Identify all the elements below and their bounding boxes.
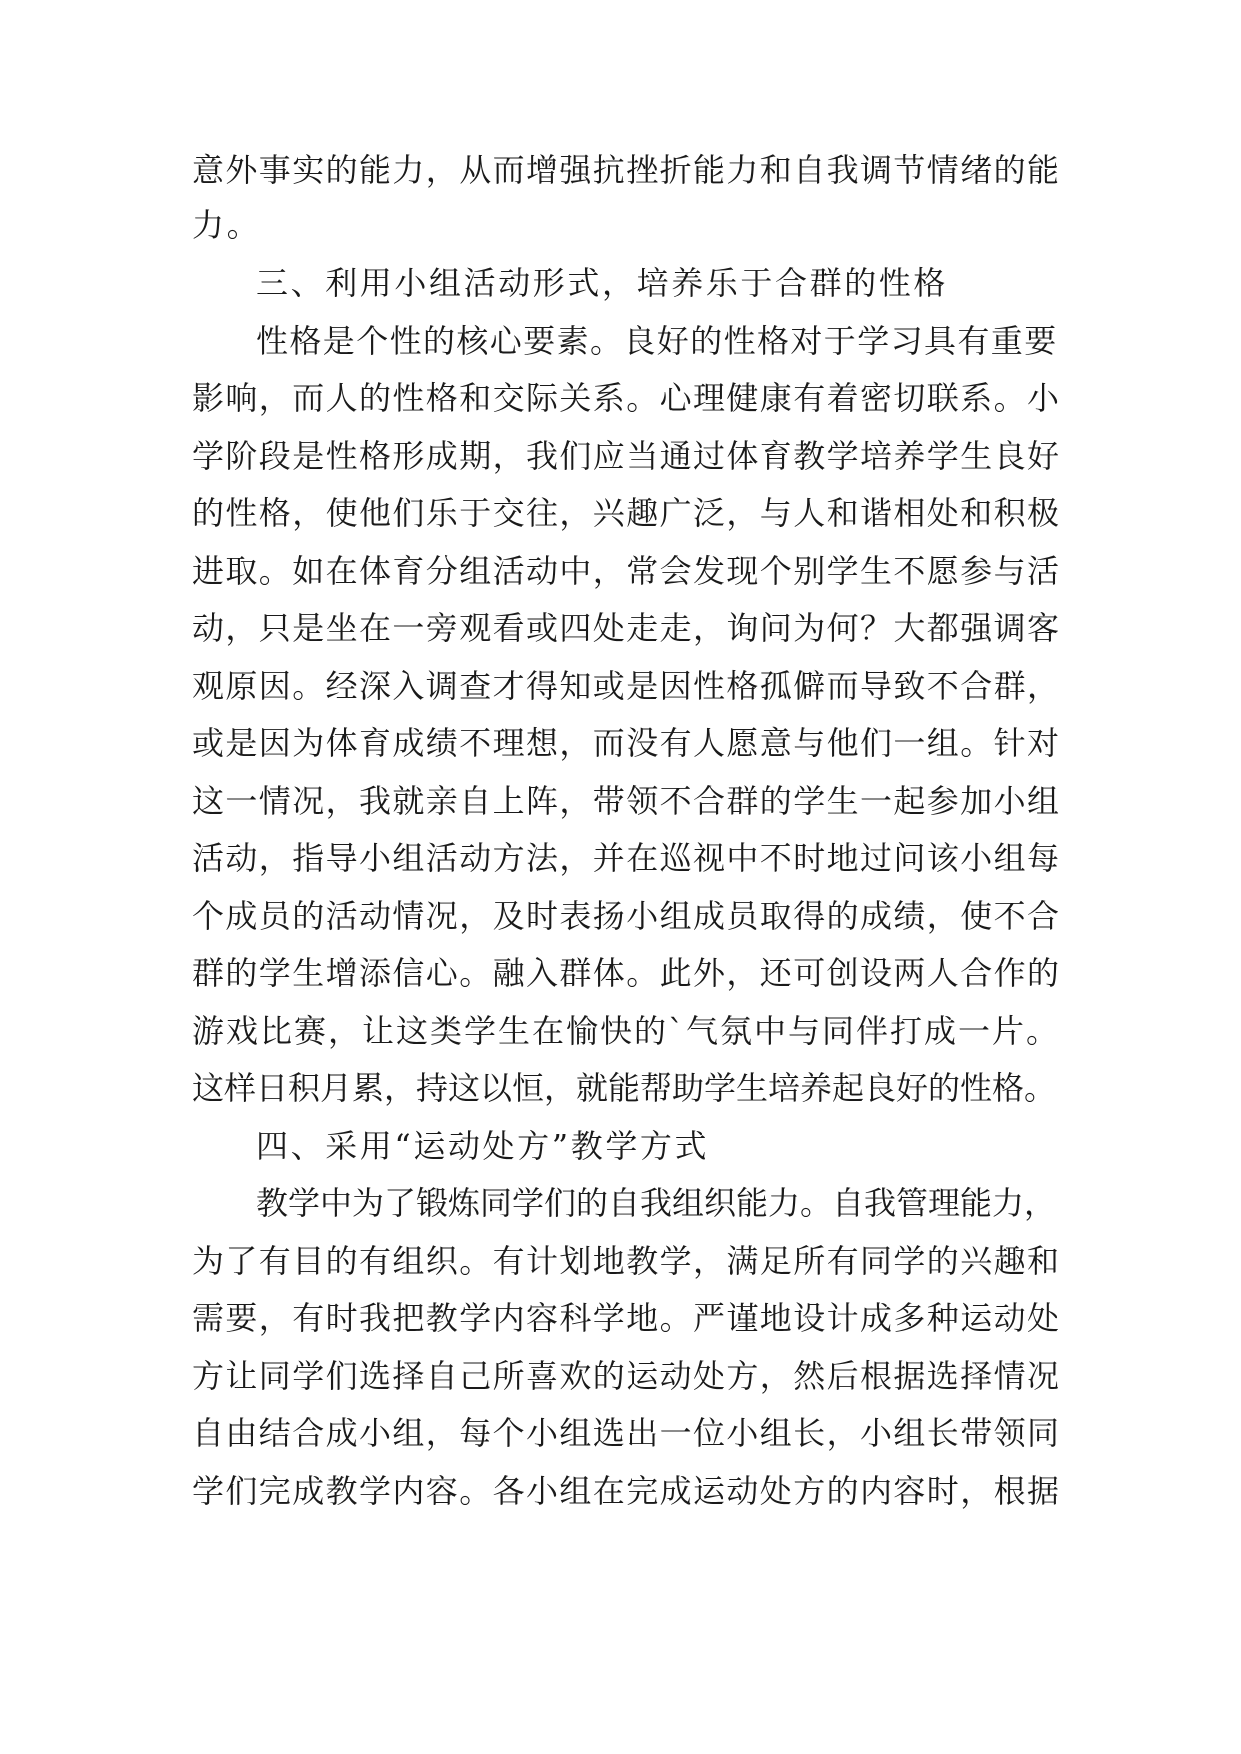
text-line: 方让同学们选择自己所喜欢的运动处方，然后根据选择情况 (192, 1357, 1061, 1395)
text-line: 自由结合成小组，每个小组选出一位小组长，小组长带领同 (192, 1414, 1061, 1452)
text-line: 群的学生增添信心。融入群体。此外，还可创设两人合作的 (192, 954, 1061, 992)
text-line: 个成员的活动情况，及时表扬小组成员取得的成绩，使不合 (192, 897, 1061, 935)
text-line: 教学中为了锻炼同学们的自我组织能力。自我管理能力， (256, 1184, 1057, 1222)
text-line: 为了有目的有组织。有计划地教学，满足所有同学的兴趣和 (192, 1242, 1061, 1280)
text-line: 学阶段是性格形成期，我们应当通过体育教学培养学生良好 (192, 437, 1061, 475)
text-line: 性格是个性的核心要素。良好的性格对于学习具有重要 (256, 322, 1058, 360)
text-line: 活动，指导小组活动方法，并在巡视中不时地过问该小组每 (192, 839, 1061, 877)
text-line: 观原因。经深入调查才得知或是因性格孤僻而导致不合群， (192, 667, 1061, 705)
text-line: 的性格，使他们乐于交往，兴趣广泛，与人和谐相处和积极 (192, 494, 1061, 532)
text-line: 学们完成教学内容。各小组在完成运动处方的内容时，根据 (192, 1472, 1061, 1510)
text-line: 意外事实的能力，从而增强抗挫折能力和自我调节情绪的能 (192, 151, 1061, 189)
text-line: 游戏比赛，让这类学生在愉快的`气氛中与同伴打成一片。 (192, 1012, 1061, 1050)
section-heading: 四、采用“运动处方”教学方式 (256, 1127, 710, 1165)
text-line: 动，只是坐在一旁观看或四处走走，询问为何？大都强调客 (192, 609, 1061, 647)
text-line: 这样日积月累，持这以恒，就能帮助学生培养起良好的性格。 (192, 1069, 1057, 1107)
text-line: 这一情况，我就亲自上阵，带领不合群的学生一起参加小组 (192, 782, 1061, 820)
text-line: 力。 (192, 206, 262, 244)
text-line: 进取。如在体育分组活动中，常会发现个别学生不愿参与活 (192, 552, 1061, 590)
text-line: 或是因为体育成绩不理想，而没有人愿意与他们一组。针对 (192, 724, 1061, 762)
section-heading: 三、利用小组活动形式，培养乐于合群的性格 (256, 264, 949, 302)
text-line: 影响，而人的性格和交际关系。心理健康有着密切联系。小 (192, 379, 1061, 417)
text-line: 需要，有时我把教学内容科学地。严谨地设计成多种运动处 (192, 1299, 1061, 1337)
